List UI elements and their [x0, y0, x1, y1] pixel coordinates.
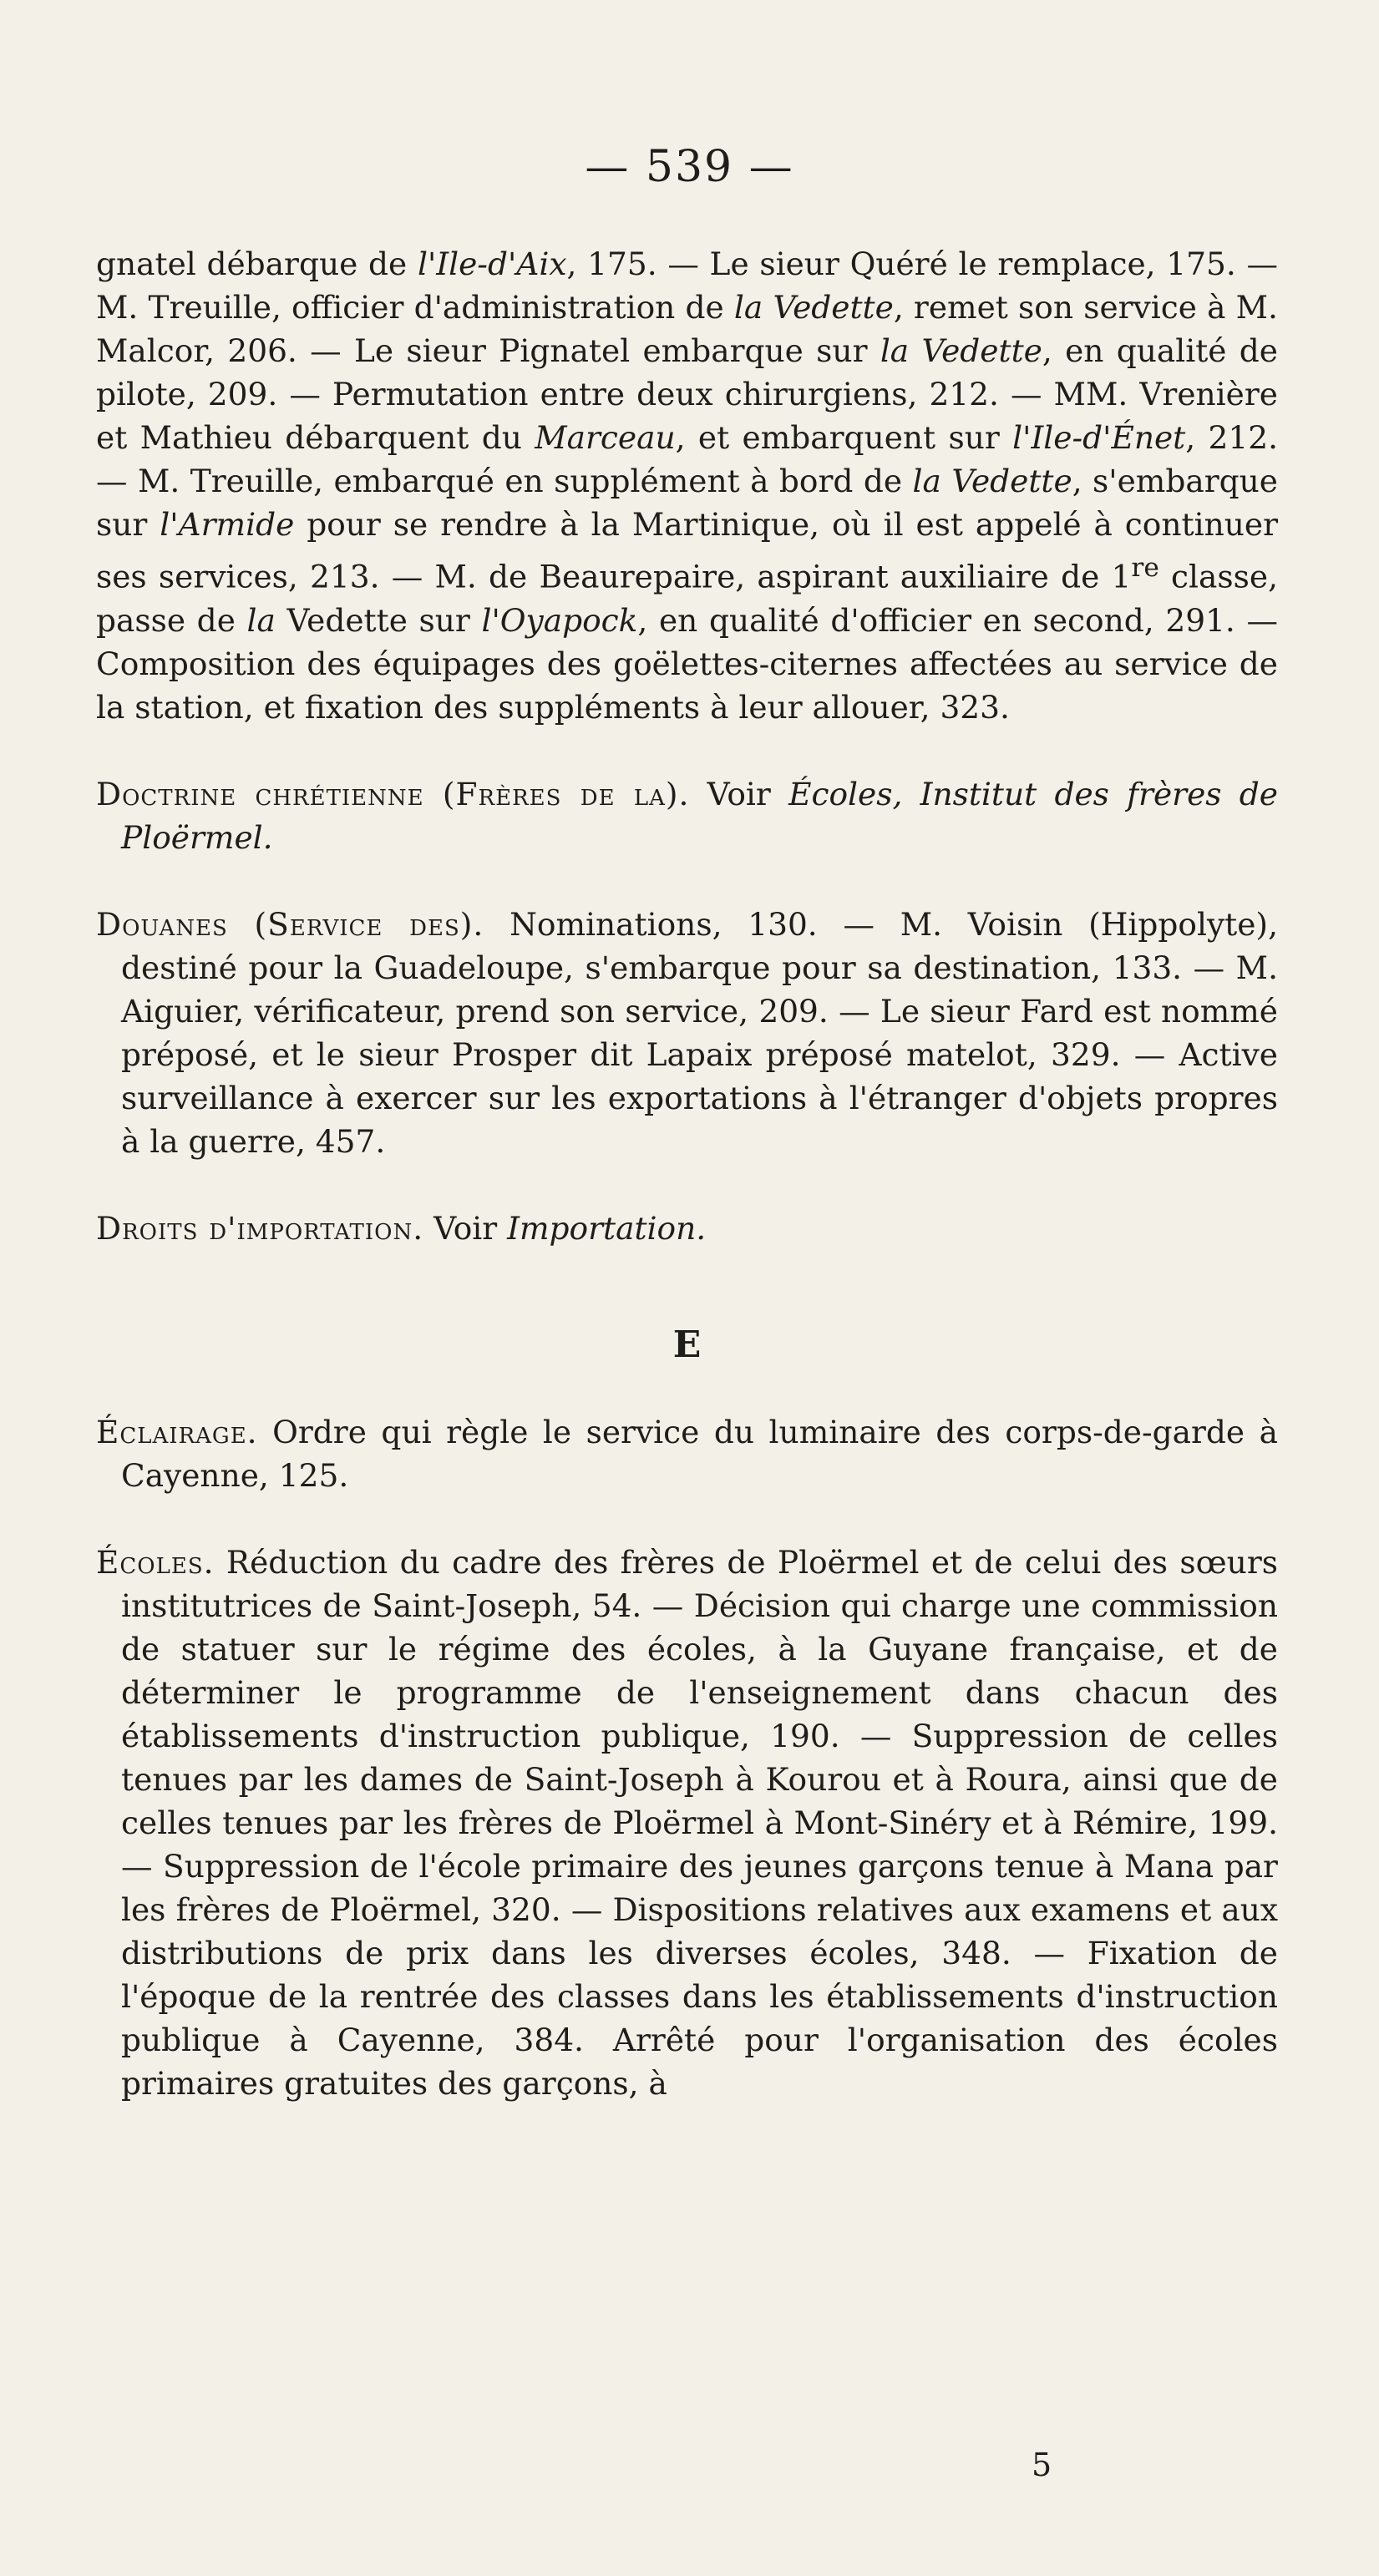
index-text: [96, 242, 1278, 2105]
section-letter: E: [672, 1323, 702, 1366]
continued-entry: gnatel débarque de l'Ile-d'Aix, 175. — Le sieur Quéré le remplace, 175. — M. Treuille, officier d'administration de la Vedette, remet son service à M. Malcor, 206. — Le sieur Pignatel embarque sur la Vedette, en qualité de pilote, 209. — Permutation entre deux chirurgiens, 212. — MM. Vrenière et Mathieu débarquent du Marceau, et embarquent sur l'Ile-d'Énet, 212. — M. Treuille, embarqué en supplément à bord de la Vedette, s'embarque sur l'Armide pour se rendre à la Martinique, où il est appelé à continuer ses services, 213. — M. de Beaurepaire, aspirant auxiliaire de 1re classe, passe de la Vedette sur l'Oyapock, en qualité d'officier en second, 291. — Composition des équipages des goëlettes-citernes affectées au service de la station, et fixation des suppléments à leur allouer, 323.: [96, 245, 1279, 726]
entry-heading: Doctrine chrétienne (Frères de la).: [96, 775, 690, 812]
entry-doctrine: Doctrine chrétienne (Frères de la). Voir Écoles, Institut des frères de Ploërmel.: [96, 775, 1278, 856]
page-number: — 539 —: [585, 142, 794, 192]
entry-heading: Douanes (Service des).: [96, 905, 484, 943]
entry-heading: Écoles.: [96, 1543, 215, 1581]
entry-douanes: Douanes (Service des). Nominations, 130. — M. Voisin (Hippolyte), destiné pour la Guadeloupe, s'embarque pour sa destination, 133. — M. Aiguier, vérificateur, prend son service, 209. — Le sieur Fard est nommé préposé, et le sieur Prosper dit Lapaix préposé matelot, 329. — Active surveillance à exercer sur les exportations à l'étranger d'objets propres à la guerre, 457.: [96, 905, 1278, 1160]
entry-heading: Droits d'importation.: [96, 1209, 424, 1247]
entry-eclairage: Éclairage. Ordre qui règle le service du luminaire des corps-de-garde à Cayenne, 125.: [96, 1413, 1278, 1494]
entry-droits: Droits d'importation. Voir Importation.: [96, 1209, 707, 1247]
entry-ecoles: Écoles. Réduction du cadre des frères de Ploërmel et de celui des sœurs institutrices de Saint-Joseph, 54. — Décision qui charge une commission de statuer sur le régime des écoles, à la Guyane française, et de déterminer le programme de l'enseignement dans chacun des établissements d'instruction publique, 190. — Suppression de celles tenues par les dames de Saint-Joseph à Kourou et à Roura, ainsi que de celles tenues par les frères de Ploërmel à Mont-Sinéry et à Rémire, 199. — Suppression de l'école primaire des jeunes garçons tenue à Mana par les frères de Ploërmel, 320. — Dispositions relatives aux examens et aux distributions de prix dans les diverses écoles, 348. — Fixation de l'époque de la rentrée des classes dans les établissements d'instruction publique à Cayenne, 384. Arrêté pour l'organisation des écoles primaires gratuites des garçons, à: [96, 1543, 1278, 2102]
entry-heading: Éclairage.: [96, 1413, 258, 1450]
signature-mark: 5: [1032, 2447, 1052, 2483]
